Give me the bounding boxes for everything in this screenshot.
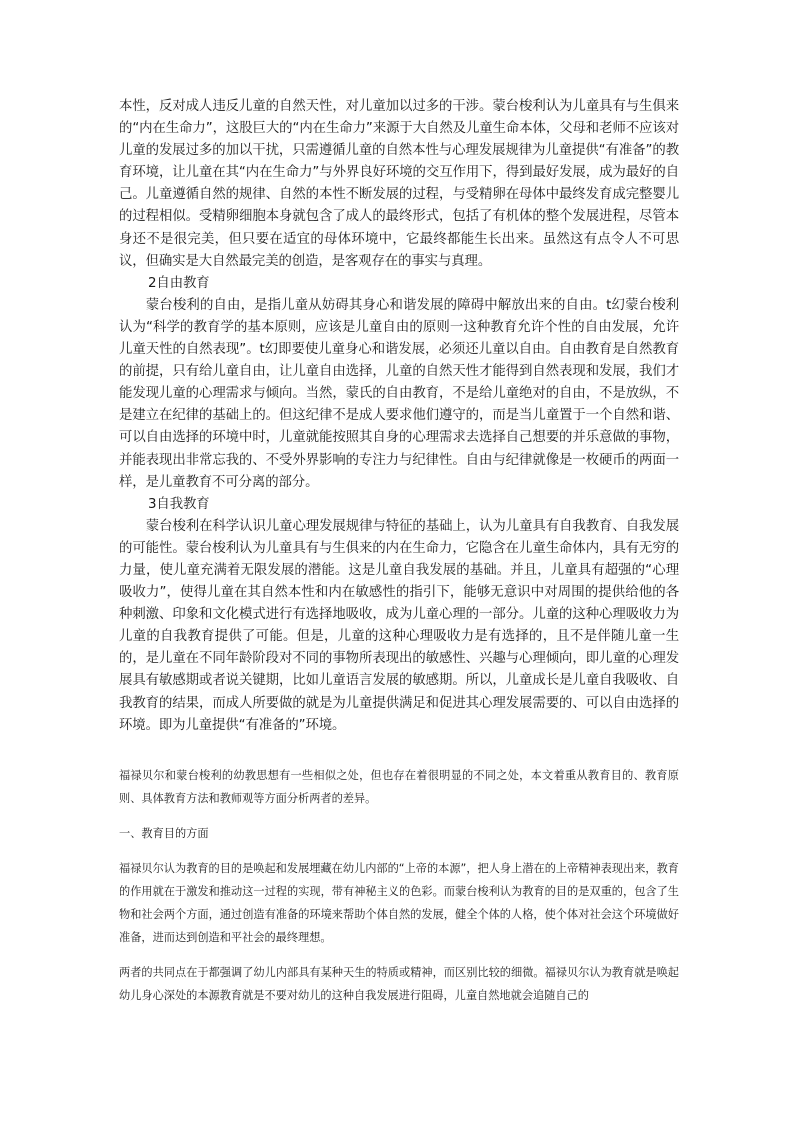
paragraph-natural-education: 本性，反对成人违反儿童的自然天性，对儿童加以过多的干涉。蒙台梭利认为儿童具有与生俱来的“内在生命力”，这股巨大的“内在生命力”来源于大自然及儿童生命本体，父母和老师不应该对儿童的发展过多的加以干扰，只需遵循儿童的自然本性与心理发展规律为儿童提供“有准备”的教育环境，让儿童在其“内在生命力”与外界良好环境的交互作用下，得到最好发展，成为最好的自己。儿童遵循自然的规律、自然的本性不断发展的过程，与受精卵在母体中最终发育成完整婴儿的过程相似。受精卵细胞本身就包含了成人的最终形式，包括了有机体的整个发展进程，尽管本身还不是很完美，但只要在适宜的母体环境中，它最终都能生长出来。虽然这有点令人不可思议，但确实是大自然最完美的创造，是客观存在的事实与真理。 bbox=[119, 99, 679, 269]
paragraph-education-goal: 福禄贝尔认为教育的目的是唤起和发展埋藏在幼儿内部的“上帝的本源”，把人身上潜在的上帝精神表现出来，教育的作用就在于激发和推动这一过程的实现，带有神秘主义的色彩。而蒙台梭利认为教育的目的是双重的，包含了生物和社会两个方面，通过创造有准备的环境来帮助个体自然的发展，健全个体的人格，使个体对社会这个环境做好准备，进而达到创造和平社会的最终理想。 bbox=[119, 862, 679, 944]
heading-self-education: 3自我教育 bbox=[148, 496, 210, 512]
paragraph-freedom-education: 蒙台梭利的自由，是指儿童从妨碍其身心和谐发展的障碍中解放出来的自由。t幻蒙台梭利认为“科学的教育学的基本原则，应该是儿童自由的原则一这种教育允许个性的自由发展，允许儿童天性的自然表现”。t幻即要使儿童身心和谐发展，必须还儿童以自由。自由教育是自然教育的前提，只有给儿童自由，让儿童自由选择，儿童的自然天性才能得到自然表现和发展，我们才能发现儿童的心理需求与倾向。当然，蒙氏的自由教育，不是给儿童绝对的自由，不是放纵，不是建立在纪律的基础上的。但这纪律不是成人要求他们遵守的，而是当儿童置于一个自然和谐、可以自由选择的环境中时，儿童就能按照其自身的心理需求去选择自己想要的并乐意做的事物，并能表现出非常忘我的、不受外界影响的专注力与纪律性。自由与纪律就像是一枚硬币的两面一样，是儿童教育不可分离的部分。 bbox=[119, 297, 679, 490]
heading-education-goal: 一、教育目的方面 bbox=[119, 827, 209, 840]
paragraph-common-points: 两者的共同点在于都强调了幼儿内部具有某种天生的特质或精神，而区别比较的细微。福禄贝尔认为教育就是唤起幼儿身心深处的本源教育就是不要对幼儿的这种自我发展进行阻碍，儿童自然地就会追随自己的 bbox=[119, 966, 679, 1002]
paragraph-self-education: 蒙台梭利在科学认识儿童心理发展规律与特征的基础上，认为儿童具有自我教育、自我发展的可能性。蒙台梭利认为儿童具有与生俱来的内在生命力，它隐含在儿童生命体内，具有无穷的力量，使儿童充满着无限发展的潜能。这是儿童自我发展的基础。并且，儿童具有超强的“心理吸收力”，使得儿童在其自然本性和内在敏感性的指引下，能够无意识中对周围的提供给他的各种刺激、印象和文化模式进行有选择地吸收，成为儿童心理的一部分。儿童的这种心理吸收力为儿童的自我教育提供了可能。但是，儿童的这种心理吸收力是有选择的，且不是伴随儿童一生的，是儿童在不同年龄阶段对不同的事物所表现出的敏感性、兴趣与心理倾向，即儿童的心理发展具有敏感期或者说关键期，比如儿童语言发展的敏感期。所以，儿童成长是儿童自我吸收、自我教育的结果，而成人所要做的就是为儿童提供满足和促进其心理发展需要的、可以自由选择的环境。即为儿童提供“有准备的”环境。 bbox=[119, 518, 679, 733]
heading-freedom-education: 2自由教育 bbox=[148, 275, 210, 291]
paragraph-comparison-intro: 福禄贝尔和蒙台梭利的幼教思想有一些相似之处，但也存在着很明显的不同之处，本文着重从教育目的、教育原则、具体教育方法和教师观等方面分析两者的差异。 bbox=[119, 769, 679, 805]
comparison-section bbox=[119, 764, 679, 1007]
montessori-section bbox=[119, 96, 679, 737]
